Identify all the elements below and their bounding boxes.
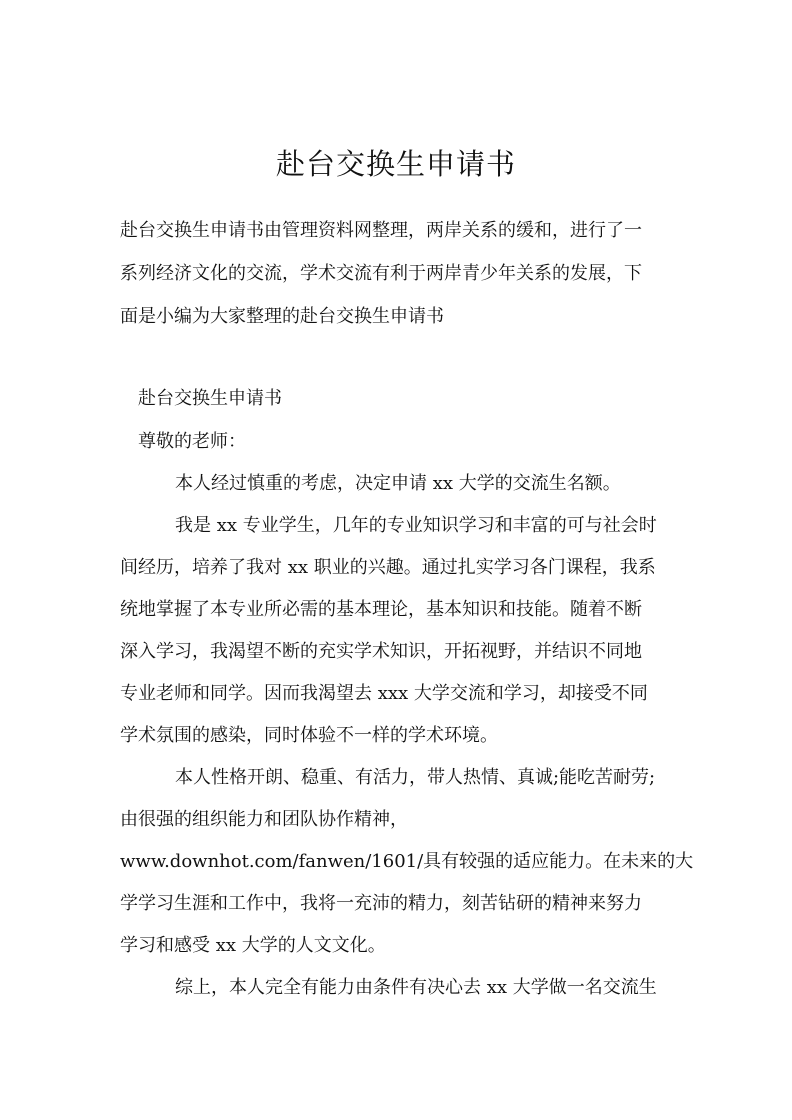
body-line-9: 由很强的组织能力和团队协作精神， — [120, 809, 408, 830]
body-line-10: www.downhot.com/fanwen/1601/具有较强的适应能力。在未来的大 — [120, 851, 694, 872]
body-line-7: 学术氛围的感染，同时体验不一样的学术环境。 — [120, 725, 498, 746]
intro-line-3: 面是小编为大家整理的赴台交换生申请书 — [120, 306, 444, 327]
body-line-12: 学习和感受 xx 大学的人文文化。 — [120, 935, 386, 956]
body-line-11: 学学习生涯和工作中，我将一充沛的精力，刻苦钻研的精神来努力 — [120, 893, 642, 914]
body-line-3: 间经历，培养了我对 xx 职业的兴趣。通过扎实学习各门课程，我系 — [120, 557, 656, 578]
body-line-4: 统地掌握了本专业所必需的基本理论，基本知识和技能。随着不断 — [120, 599, 642, 620]
document-title: 赴台交换生申请书 — [275, 147, 516, 181]
letter-subtitle: 赴台交换生申请书 — [138, 388, 282, 409]
intro-line-1: 赴台交换生申请书由管理资料网整理，两岸关系的缓和，进行了一 — [120, 220, 642, 241]
body-line-13: 综上，本人完全有能力由条件有决心去 xx 大学做一名交流生 — [175, 977, 657, 998]
letter-salutation: 尊敬的老师： — [138, 431, 246, 452]
body-line-6: 专业老师和同学。因而我渴望去 xxx 大学交流和学习，却接受不同 — [120, 683, 648, 704]
intro-line-2: 系列经济文化的交流，学术交流有利于两岸青少年关系的发展，下 — [120, 263, 642, 284]
body-line-2: 我是 xx 专业学生，几年的专业知识学习和丰富的可与社会时 — [175, 515, 657, 536]
body-line-1: 本人经过慎重的考虑，决定申请 xx 大学的交流生名额。 — [175, 473, 621, 494]
body-line-5: 深入学习，我渴望不断的充实学术知识，开拓视野，并结识不同地 — [120, 641, 642, 662]
body-line-8: 本人性格开朗、稳重、有活力，带人热情、真诚;能吃苦耐劳; — [175, 767, 656, 788]
